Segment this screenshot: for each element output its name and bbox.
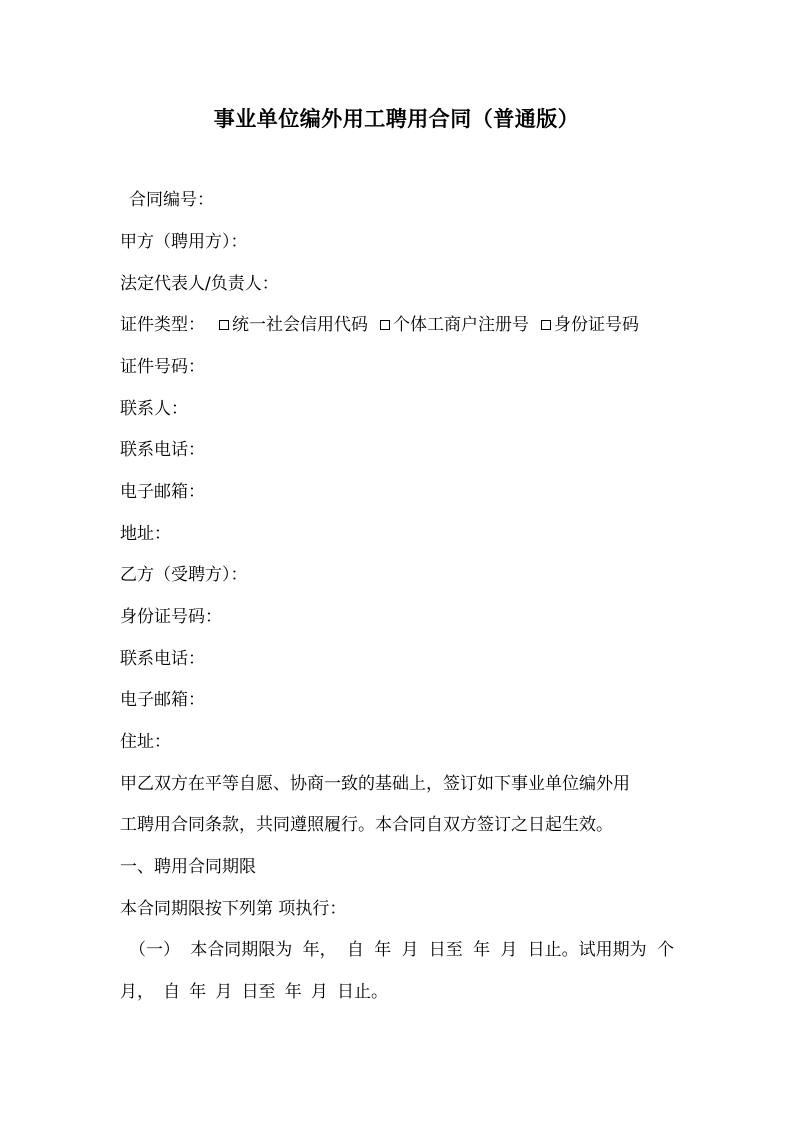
clause-1-word: 年 xyxy=(284,982,302,1002)
option-id-card: 身份证号码 xyxy=(554,315,639,335)
party-b-phone-field: 联系电话： xyxy=(120,649,205,669)
clause-1-word: 日至 xyxy=(428,940,463,960)
clause-1-word: 年， xyxy=(302,940,337,960)
checkbox-credit-code[interactable] xyxy=(219,320,229,330)
party-a-phone-field: 联系电话： xyxy=(120,440,205,460)
section-1-text: 本合同期限按下列第 项执行： xyxy=(120,899,347,919)
clause-1-word: 年 xyxy=(189,982,207,1002)
clause-1-word: 年 xyxy=(473,940,491,960)
clause-1-word: （一） xyxy=(129,940,180,960)
clause-1-word: 自 xyxy=(346,940,364,960)
party-a-email-field: 电子邮箱： xyxy=(120,482,205,502)
contact-person-field: 联系人： xyxy=(120,399,188,419)
id-number-field: 证件号码： xyxy=(120,357,205,377)
option-business-registration: 个体工商户注册号 xyxy=(393,315,529,335)
clause-1-word: 日至 xyxy=(241,982,276,1002)
clause-1-line-2 xyxy=(120,979,388,1005)
intro-paragraph-line-2: 工聘用合同条款，共同遵照履行。本合同自双方签订之日起生效。 xyxy=(120,815,613,835)
clause-1-word: 月 xyxy=(215,982,233,1002)
contract-number-field: 合同编号： xyxy=(129,190,214,210)
clause-1-word: 月 xyxy=(310,982,328,1002)
clause-1-word: 自 xyxy=(163,982,181,1002)
party-a-field: 甲方（聘用方）： xyxy=(120,232,248,252)
clause-1-word: 月， xyxy=(120,982,154,1002)
option-credit-code: 统一社会信用代码 xyxy=(232,315,368,335)
clause-1-word: 月 xyxy=(401,940,419,960)
clause-1-word: 日止。试用期为 xyxy=(527,940,647,960)
id-type-row xyxy=(120,312,639,338)
clause-1-word: 日止。 xyxy=(336,982,388,1002)
intro-paragraph-line-1: 甲乙双方在平等自愿、协商一致的基础上，签订如下事业单位编外用 xyxy=(120,774,630,794)
party-b-email-field: 电子邮箱： xyxy=(120,690,205,710)
checkbox-business-registration[interactable] xyxy=(380,320,390,330)
party-a-address-field: 地址： xyxy=(120,524,171,544)
section-1-heading: 一、聘用合同期限 xyxy=(120,857,256,877)
clause-1-word: 本合同期限为 xyxy=(190,940,293,960)
legal-representative-field: 法定代表人/负责人： xyxy=(120,274,279,294)
clause-1-line-1 xyxy=(129,937,674,963)
clause-1-word: 年 xyxy=(374,940,392,960)
party-b-id-card-field: 身份证号码： xyxy=(120,607,222,627)
id-type-label: 证件类型： xyxy=(120,315,205,335)
checkbox-id-card[interactable] xyxy=(541,320,551,330)
clause-1-word: 个 xyxy=(656,940,674,960)
clause-1-word: 月 xyxy=(500,940,518,960)
party-b-field: 乙方（受聘方）： xyxy=(120,565,248,585)
document-title: 事业单位编外用工聘用合同（普通版） xyxy=(213,107,580,131)
party-b-address-field: 住址： xyxy=(120,732,171,752)
